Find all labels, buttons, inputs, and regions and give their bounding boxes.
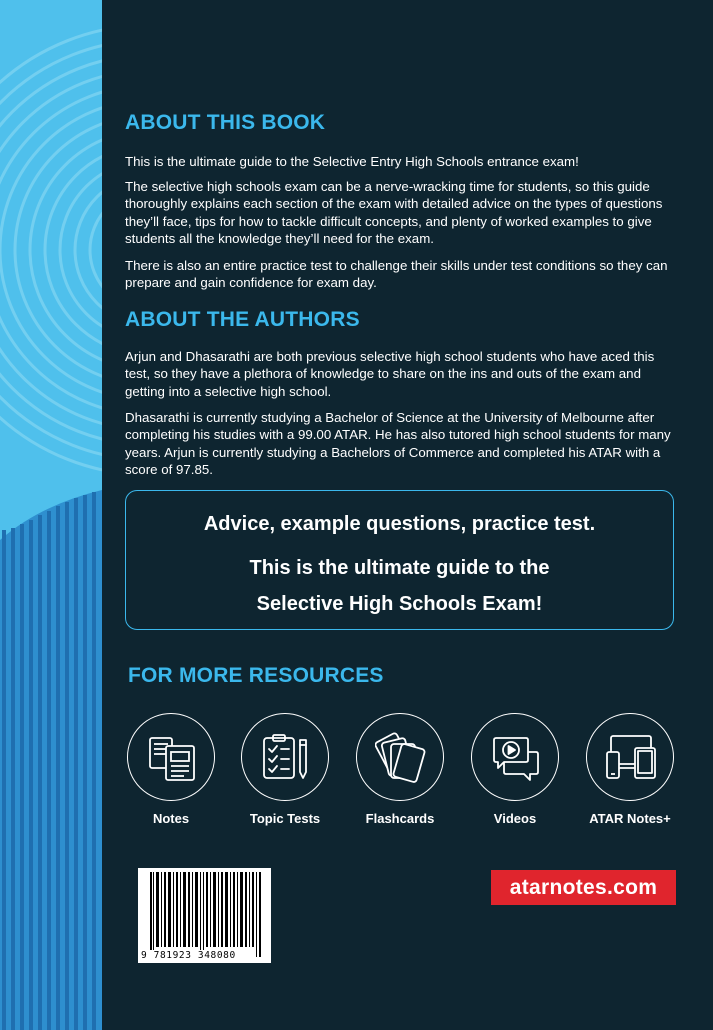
resource-videos[interactable]	[470, 713, 560, 826]
resource-notes-label: Notes	[152, 811, 190, 826]
resource-topic-tests-label: Topic Tests	[249, 811, 321, 826]
resource-notes[interactable]	[126, 713, 216, 826]
resource-atar-notes-plus-label: ATAR Notes+	[589, 811, 671, 826]
callout-line-2: This is the ultimate guide to the	[249, 557, 550, 579]
decorative-side-stripe	[0, 0, 102, 1030]
website-link[interactable]: atarnotes.com	[491, 870, 676, 905]
barcode-bars	[138, 868, 271, 963]
callout-line-3: Selective High Schools Exam!	[256, 593, 543, 615]
resource-videos-circle	[471, 713, 559, 801]
about-authors-heading: ABOUT THE AUTHORS	[125, 308, 360, 331]
resource-topic-tests[interactable]	[240, 713, 330, 826]
resource-topic-tests-circle	[241, 713, 329, 801]
barcode-digits: 9 781923 348080	[141, 950, 236, 961]
topic-tests-icon	[260, 732, 312, 784]
resource-atar-notes-plus[interactable]	[585, 713, 675, 826]
about-book-paragraph-1: This is the ultimate guide to the Selective Entry High Schools entrance exam!	[125, 154, 579, 169]
about-book-heading: ABOUT THIS BOOK	[125, 111, 326, 134]
devices-icon	[605, 732, 657, 784]
about-authors-paragraph-1: Arjun and Dhasarathi are both previous selective high school students who have aced this test, so they have a plethora of knowledge to share on the ins and outs of the exam and getting into a selective high school.	[125, 349, 655, 399]
resource-flashcards-circle	[356, 713, 444, 801]
about-authors-paragraph-2: Dhasarathi is currently studying a Bachelor of Science at the University of Melbourne after completing his studies with a 99.00 ATAR. He has also tutored high school students for many years. Arjun is currently studying a Bachelors of Commerce and completed his ATAR with a score of 97.85.	[125, 410, 671, 478]
resource-flashcards-label: Flashcards	[365, 811, 435, 826]
callout-line-1: Advice, example questions, practice test.	[203, 513, 596, 535]
callout-box	[125, 490, 674, 630]
isbn-barcode	[138, 868, 271, 963]
videos-icon	[490, 732, 542, 784]
resource-notes-circle	[127, 713, 215, 801]
resource-atar-notes-plus-circle	[586, 713, 674, 801]
flashcards-icon	[375, 732, 427, 784]
about-book-paragraph-2: The selective high schools exam can be a nerve-wracking time for students, so this guide thoroughly explains each section of the exam with detailed advice on the types of questions they’ll face, tips for how to tackle difficult concepts, and plenty of worked examples to give students all the knowledge they’ll need for the exam.	[125, 179, 663, 247]
resources-heading: FOR MORE RESOURCES	[128, 664, 384, 687]
resource-flashcards[interactable]	[355, 713, 445, 826]
notes-icon	[146, 732, 198, 784]
resource-videos-label: Videos	[493, 811, 537, 826]
about-book-paragraph-3: There is also an entire practice test to challenge their skills under test conditions so they can prepare and gain confidence for exam day.	[125, 258, 668, 291]
